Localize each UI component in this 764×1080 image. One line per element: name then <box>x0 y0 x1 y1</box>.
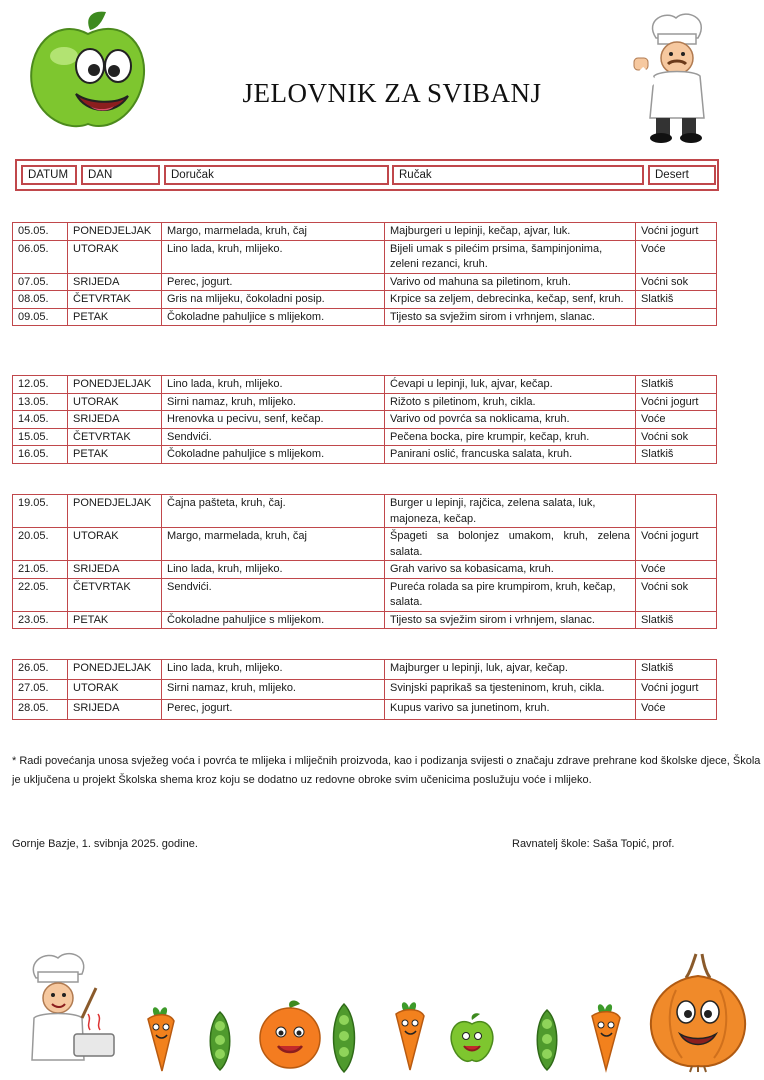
breakfast-cell: Čokoladne pahuljice s mlijekom. <box>162 446 385 464</box>
breakfast-cell: Čokoladne pahuljice s mlijekom. <box>162 611 385 629</box>
table-row <box>13 561 717 579</box>
dessert-cell: Voćni sok <box>636 273 717 291</box>
place-date: Gornje Bazje, 1. svibnja 2025. godine. <box>12 838 198 850</box>
lunch-cell: Pureća rolada sa pire krumpirom, kruh, kečap, salata. <box>385 578 636 611</box>
apple-mascot-icon <box>24 8 154 133</box>
week-table-4 <box>12 659 717 720</box>
date-cell: 09.05. <box>13 308 68 326</box>
table-row <box>13 611 717 629</box>
dessert-cell: Voće <box>636 240 717 273</box>
date-cell: 26.05. <box>13 660 68 680</box>
day-cell: UTORAK <box>68 240 162 273</box>
dessert-cell <box>636 308 717 326</box>
day-cell: PETAK <box>68 611 162 629</box>
dessert-cell: Voćni jogurt <box>636 393 717 411</box>
lunch-cell: Ćevapi u lepinji, luk, ajvar, kečap. <box>385 376 636 394</box>
table-row <box>13 578 717 611</box>
table-row <box>13 495 717 528</box>
lunch-cell: Burger u lepinji, rajčica, zelena salata, luk, majoneza, kečap. <box>385 495 636 528</box>
date-cell: 08.05. <box>13 291 68 309</box>
school-scheme-note: * Radi povećanja unosa svježeg voća i povrća te mlijeka i mliječnih proizvoda, kao i podizanja svijesti o značaju zdrave prehrane kod školske djece, Škola je uključena u projekt Školska shema kroz koju se dodatno uz redovne obroke svim učenicima poslužuju voće i mlijeko. <box>12 755 761 786</box>
day-cell: ČETVRTAK <box>68 428 162 446</box>
breakfast-cell: Margo, marmelada, kruh, čaj <box>162 223 385 241</box>
date-cell: 27.05. <box>13 680 68 700</box>
date-cell: 13.05. <box>13 393 68 411</box>
breakfast-cell: Sirni namaz, kruh, mlijeko. <box>162 680 385 700</box>
orange-icon <box>256 1000 324 1070</box>
breakfast-cell: Gris na mlijeku, čokoladni posip. <box>162 291 385 309</box>
breakfast-cell: Lino lada, kruh, mlijeko. <box>162 240 385 273</box>
date-cell: 20.05. <box>13 528 68 561</box>
header-datum: DATUM <box>21 165 77 185</box>
date-cell: 22.05. <box>13 578 68 611</box>
dessert-cell <box>636 495 717 528</box>
breakfast-cell: Lino lada, kruh, mlijeko. <box>162 561 385 579</box>
carrot-icon <box>388 1000 430 1072</box>
carrot-icon <box>140 1005 180 1073</box>
date-cell: 12.05. <box>13 376 68 394</box>
date-cell: 15.05. <box>13 428 68 446</box>
header-rucak: Ručak <box>392 165 644 185</box>
lunch-cell: Špageti sa bolonjez umakom, kruh, zelena salata. <box>385 528 636 561</box>
lunch-cell: Varivo od povrća sa noklicama, kruh. <box>385 411 636 429</box>
breakfast-cell: Perec, jogurt. <box>162 273 385 291</box>
date-cell: 07.05. <box>13 273 68 291</box>
dessert-cell: Slatkiš <box>636 660 717 680</box>
dessert-cell: Slatkiš <box>636 446 717 464</box>
breakfast-cell: Sendvići. <box>162 428 385 446</box>
lunch-cell: Kupus varivo sa junetinom, kruh. <box>385 700 636 720</box>
lunch-cell: Krpice sa zeljem, debrecinka, kečap, senf, kruh. <box>385 291 636 309</box>
table-header <box>15 159 719 191</box>
day-cell: PONEDJELJAK <box>68 660 162 680</box>
breakfast-cell: Hrenovka u pecivu, senf, kečap. <box>162 411 385 429</box>
breakfast-cell: Lino lada, kruh, mlijeko. <box>162 376 385 394</box>
table-row <box>13 308 717 326</box>
week-table-3 <box>12 494 717 629</box>
date-cell: 19.05. <box>13 495 68 528</box>
breakfast-cell: Sirni namaz, kruh, mlijeko. <box>162 393 385 411</box>
lunch-cell: Varivo od mahuna sa piletinom, kruh. <box>385 273 636 291</box>
date-cell: 06.05. <box>13 240 68 273</box>
lunch-cell: Grah varivo sa kobasicama, kruh. <box>385 561 636 579</box>
lunch-cell: Tijesto sa svježim sirom i vrhnjem, slanac. <box>385 611 636 629</box>
day-cell: PONEDJELJAK <box>68 376 162 394</box>
day-cell: UTORAK <box>68 528 162 561</box>
dessert-cell: Voćni sok <box>636 578 717 611</box>
day-cell: SRIJEDA <box>68 700 162 720</box>
date-cell: 05.05. <box>13 223 68 241</box>
dessert-cell: Voćni jogurt <box>636 223 717 241</box>
breakfast-cell: Sendvići. <box>162 578 385 611</box>
breakfast-cell: Čajna pašteta, kruh, čaj. <box>162 495 385 528</box>
day-cell: SRIJEDA <box>68 273 162 291</box>
breakfast-cell: Čokoladne pahuljice s mlijekom. <box>162 308 385 326</box>
day-cell: SRIJEDA <box>68 411 162 429</box>
pea-pod-icon <box>532 1008 562 1072</box>
carrot-icon <box>584 1002 626 1072</box>
date-cell: 21.05. <box>13 561 68 579</box>
table-row <box>13 411 717 429</box>
lunch-cell: Bijeli umak s pilećim prsima, šampinjonima, zeleni rezanci, kruh. <box>385 240 636 273</box>
lunch-cell: Tijesto sa svježim sirom i vrhnjem, slanac. <box>385 308 636 326</box>
onion-icon <box>646 950 752 1072</box>
table-row <box>13 376 717 394</box>
lunch-cell: Panirani oslić, francuska salata, kruh. <box>385 446 636 464</box>
principal-signature: Ravnatelj škole: Saša Topić, prof. <box>512 838 675 850</box>
day-cell: SRIJEDA <box>68 561 162 579</box>
lunch-cell: Pečena bocka, pire krumpir, kečap, kruh. <box>385 428 636 446</box>
dessert-cell: Slatkiš <box>636 376 717 394</box>
dessert-cell: Voćni jogurt <box>636 680 717 700</box>
week-table-1 <box>12 222 717 326</box>
lunch-cell: Majburgeri u lepinji, kečap, ajvar, luk. <box>385 223 636 241</box>
table-row <box>13 273 717 291</box>
day-cell: UTORAK <box>68 680 162 700</box>
dessert-cell: Voćni sok <box>636 428 717 446</box>
day-cell: PONEDJELJAK <box>68 495 162 528</box>
dessert-cell: Slatkiš <box>636 291 717 309</box>
table-row <box>13 240 717 273</box>
pea-pod-icon <box>205 1010 235 1072</box>
day-cell: PETAK <box>68 446 162 464</box>
page-title: JELOVNIK ZA SVIBANJ <box>242 78 542 108</box>
breakfast-cell: Perec, jogurt. <box>162 700 385 720</box>
table-row <box>13 446 717 464</box>
table-row <box>13 660 717 680</box>
table-row <box>13 223 717 241</box>
day-cell: UTORAK <box>68 393 162 411</box>
pea-pod-icon <box>328 1002 360 1074</box>
dessert-cell: Voćni jogurt <box>636 528 717 561</box>
header-dorucak: Doručak <box>164 165 389 185</box>
lunch-cell: Rižoto s piletinom, kruh, cikla. <box>385 393 636 411</box>
lunch-cell: Majburger u lepinji, luk, ajvar, kečap. <box>385 660 636 680</box>
breakfast-cell: Lino lada, kruh, mlijeko. <box>162 660 385 680</box>
apple-icon <box>448 1012 496 1064</box>
table-row <box>13 700 717 720</box>
date-cell: 28.05. <box>13 700 68 720</box>
dessert-cell: Slatkiš <box>636 611 717 629</box>
header-desert: Desert <box>648 165 716 185</box>
dessert-cell: Voće <box>636 700 717 720</box>
day-cell: ČETVRTAK <box>68 291 162 309</box>
header-dan: DAN <box>81 165 160 185</box>
day-cell: PONEDJELJAK <box>68 223 162 241</box>
chef-cooking-icon <box>20 948 120 1066</box>
date-cell: 23.05. <box>13 611 68 629</box>
table-row <box>13 291 717 309</box>
date-cell: 14.05. <box>13 411 68 429</box>
dessert-cell: Voće <box>636 561 717 579</box>
lunch-cell: Svinjski paprikaš sa tjesteninom, kruh, cikla. <box>385 680 636 700</box>
breakfast-cell: Margo, marmelada, kruh, čaj <box>162 528 385 561</box>
table-row <box>13 528 717 561</box>
table-row <box>13 680 717 700</box>
table-row <box>13 393 717 411</box>
dessert-cell: Voće <box>636 411 717 429</box>
table-row <box>13 428 717 446</box>
day-cell: ČETVRTAK <box>68 578 162 611</box>
date-cell: 16.05. <box>13 446 68 464</box>
week-table-2 <box>12 375 717 464</box>
day-cell: PETAK <box>68 308 162 326</box>
